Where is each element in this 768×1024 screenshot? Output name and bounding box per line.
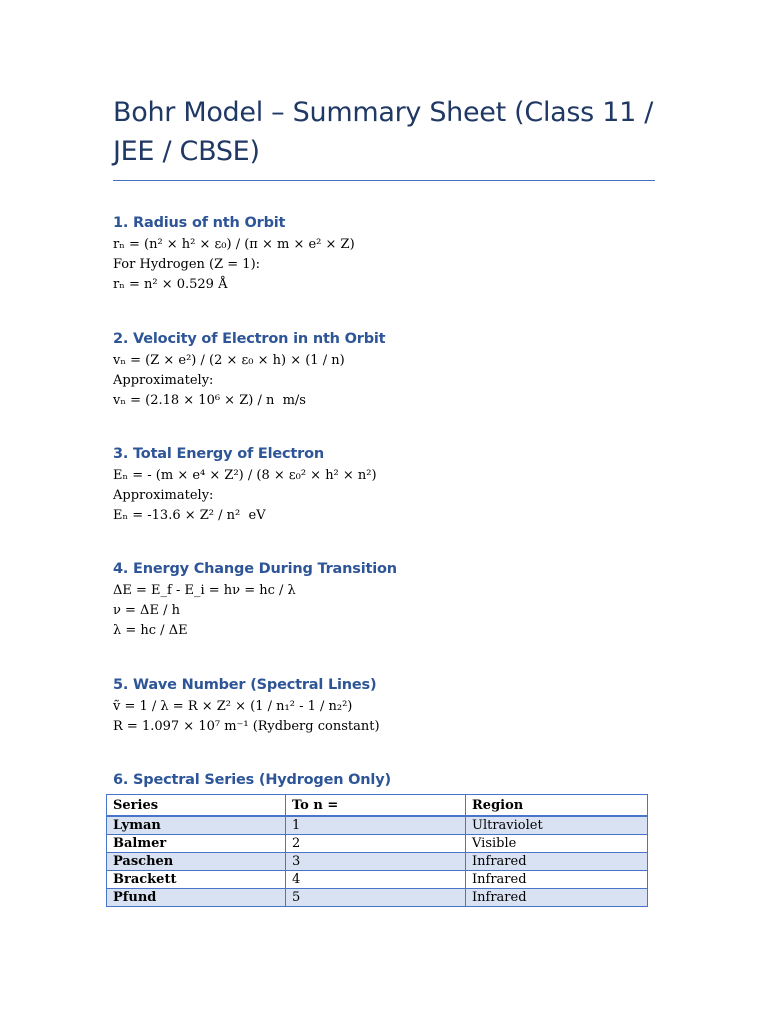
section-heading: 3. Total Energy of Electron [113, 446, 324, 462]
table-row [107, 853, 648, 871]
text-line: Approximately: [113, 488, 214, 503]
formula-line: λ = hc / ΔE [113, 623, 188, 638]
series-cell: Balmer [107, 835, 286, 853]
title-divider [113, 180, 655, 181]
spectral-series-table [106, 794, 648, 907]
section-heading: 5. Wave Number (Spectral Lines) [113, 677, 377, 693]
section-heading: 6. Spectral Series (Hydrogen Only) [113, 772, 391, 788]
series-cell: Paschen [107, 853, 286, 871]
formula-line: Eₙ = -13.6 × Z² / n² eV [113, 508, 266, 523]
n-cell: 5 [286, 889, 466, 907]
section-spectral-series [113, 770, 673, 792]
n-cell: 2 [286, 835, 466, 853]
page-title: Bohr Model – Summary Sheet (Class 11 / JEE / CBSE) [113, 97, 654, 167]
region-cell: Infrared [466, 889, 648, 907]
series-cell: Brackett [107, 871, 286, 889]
formula-line: ν = ΔE / h [113, 603, 180, 618]
column-header-to-n: To n = [286, 795, 466, 817]
text-line: Approximately: [113, 373, 214, 388]
formula-line: vₙ = (2.18 × 10⁶ × Z) / n m/s [113, 393, 306, 408]
formula-line: R = 1.097 × 10⁷ m⁻¹ (Rydberg constant) [113, 719, 380, 734]
formula-line: ΔE = E_f - E_i = hν = hc / λ [113, 583, 296, 598]
table-row [107, 816, 648, 835]
section-transition [113, 559, 673, 641]
n-cell: 3 [286, 853, 466, 871]
region-cell: Infrared [466, 853, 648, 871]
region-cell: Ultraviolet [466, 816, 648, 835]
text-line: For Hydrogen (Z = 1): [113, 257, 261, 272]
table-header-row [107, 795, 648, 817]
table-row [107, 889, 648, 907]
n-cell: 1 [286, 816, 466, 835]
formula-line: rₙ = n² × 0.529 Å [113, 277, 228, 292]
series-cell: Pfund [107, 889, 286, 907]
section-velocity [113, 329, 673, 411]
series-cell: Lyman [107, 816, 286, 835]
section-energy [113, 444, 673, 526]
column-header-region: Region [466, 795, 648, 817]
table-row [107, 835, 648, 853]
n-cell: 4 [286, 871, 466, 889]
section-wave-number [113, 675, 673, 737]
section-radius [113, 213, 673, 295]
section-heading: 1. Radius of nth Orbit [113, 215, 286, 231]
region-cell: Infrared [466, 871, 648, 889]
section-heading: 4. Energy Change During Transition [113, 561, 397, 577]
column-header-series: Series [107, 795, 286, 817]
table-row [107, 871, 648, 889]
formula-line: Eₙ = - (m × e⁴ × Z²) / (8 × ε₀² × h² × n²) [113, 468, 377, 483]
formula-line: vₙ = (Z × e²) / (2 × ε₀ × h) × (1 / n) [113, 353, 345, 368]
region-cell: Visible [466, 835, 648, 853]
section-heading: 2. Velocity of Electron in nth Orbit [113, 331, 386, 347]
formula-line: ṽ = 1 / λ = R × Z² × (1 / n₁² - 1 / n₂²) [113, 699, 353, 714]
formula-line: rₙ = (n² × h² × ε₀) / (π × m × e² × Z) [113, 237, 355, 252]
